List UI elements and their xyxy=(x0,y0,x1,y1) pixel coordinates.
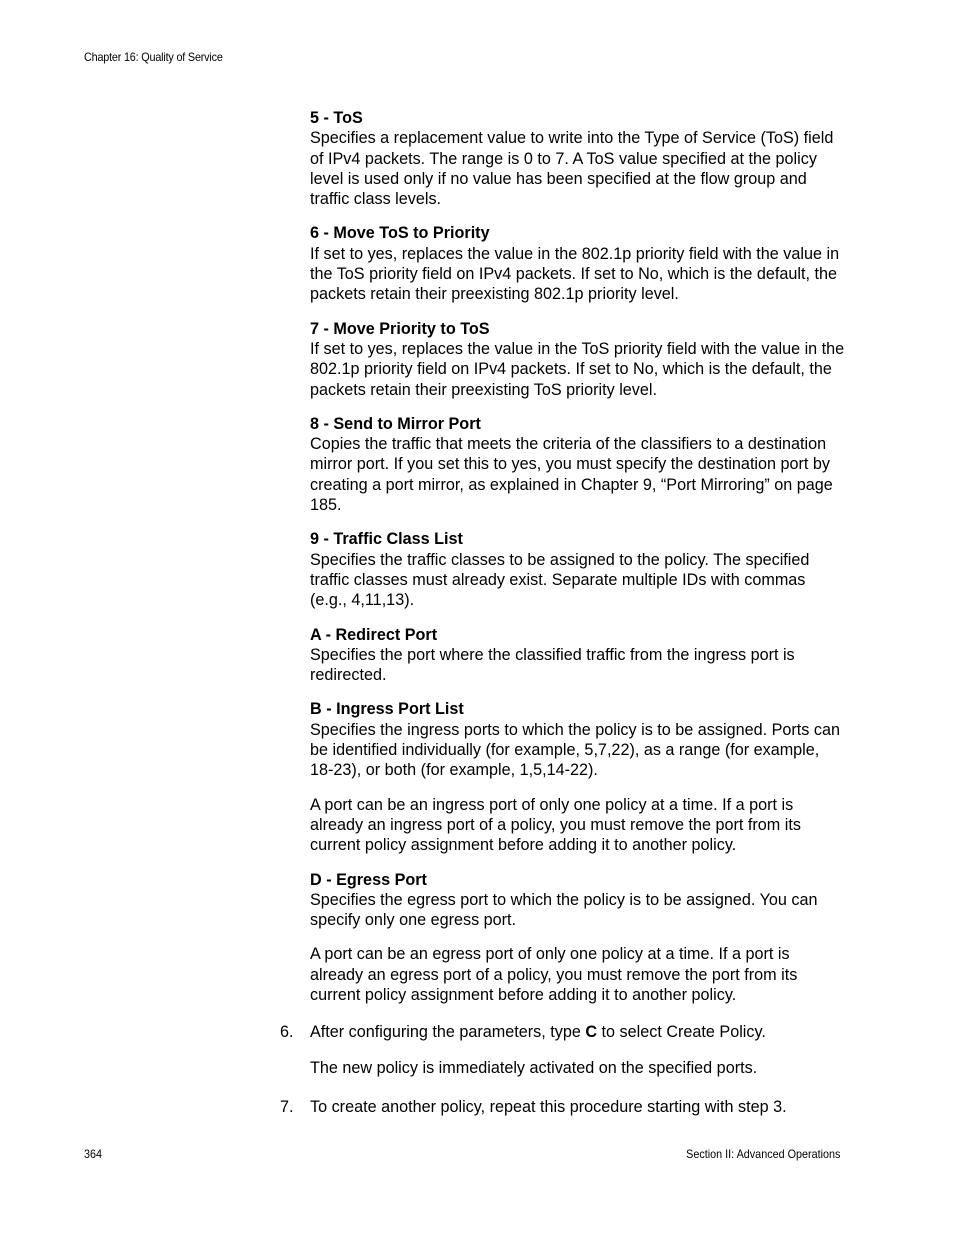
step-text: To create another policy, repeat this procedure starting with step 3. xyxy=(310,1097,787,1116)
param-title: A - Redirect Port xyxy=(310,625,438,644)
procedure-steps xyxy=(280,1022,850,1117)
step-number: 6. xyxy=(280,1023,294,1041)
param-title: 7 - Move Priority to ToS xyxy=(310,319,490,338)
step-key: C xyxy=(585,1023,598,1041)
param-description: Specifies the traffic classes to be assigned to the policy. The specified traffic classes must already exist. Separate multiple IDs with commas (e.g., 4,11,13). xyxy=(310,550,810,610)
step-note: The new policy is immediately activated on the specified ports. xyxy=(310,1059,758,1078)
param-title: 9 - Traffic Class List xyxy=(310,530,463,549)
param-description: Specifies the ingress ports to which the policy is to be assigned. Ports can be identified individually (for example, 5,7,22), as a range (for example, 18-23), or both (for example, 1,5,14-22). xyxy=(310,720,840,780)
step-number: 7. xyxy=(280,1097,294,1116)
param-title: 6 - Move ToS to Priority xyxy=(310,224,490,243)
section-footer: Section II: Advanced Operations xyxy=(685,1147,840,1161)
param-move-priority-to-tos xyxy=(310,319,845,400)
param-move-tos-to-priority xyxy=(310,223,845,304)
param-description: If set to yes, replaces the value in the ToS priority field with the value in the 802.1p priority field on IPv4 packets. If set to No, which is the default, the packets retain their preexisting ToS priority level. xyxy=(310,339,845,399)
param-description: Specifies a replacement value to write into the Type of Service (ToS) field of IPv4 packets. The range is 0 to 7. A ToS value specified at the policy level is used only if no value has been specified at the flow group and traffic class levels. xyxy=(310,129,834,209)
param-title: D - Egress Port xyxy=(310,870,427,889)
param-redirect-port xyxy=(310,625,845,686)
param-send-to-mirror-port xyxy=(310,414,845,515)
running-header: Chapter 16: Quality of Service xyxy=(84,50,223,64)
param-tos xyxy=(310,108,845,209)
param-note: A port can be an ingress port of only one policy at a time. If a port is already an ingress port of a policy, you must remove the port from its current policy assignment before adding it to another policy. xyxy=(310,795,801,855)
step-body xyxy=(310,1097,850,1117)
page-number: 364 xyxy=(84,1147,103,1161)
param-traffic-class-list xyxy=(310,529,845,610)
param-description: If set to yes, replaces the value in the 802.1p priority field with the value in the ToS priority field on IPv4 packets. If set to No, which is the default, the packets retain their preexisting 802.1p priority level. xyxy=(310,244,840,304)
step-text xyxy=(310,1022,850,1042)
param-description: Specifies the port where the classified traffic from the ingress port is redirected. xyxy=(310,645,795,685)
param-title: 5 - ToS xyxy=(310,109,363,127)
parameter-descriptions xyxy=(310,108,845,1019)
step-body xyxy=(310,1022,850,1079)
param-egress-port xyxy=(310,870,845,1006)
param-note: A port can be an egress port of only one policy at a time. If a port is already an egress port of a policy, you must remove the port from its current policy assignment before adding it to another policy. xyxy=(310,945,798,1004)
step-7 xyxy=(280,1097,850,1117)
param-ingress-port-list xyxy=(310,699,845,855)
param-description: Specifies the egress port to which the policy is to be assigned. You can specify only one egress port. xyxy=(310,890,818,930)
param-description: Copies the traffic that meets the criteria of the classifiers to a destination mirror port. If you set this to yes, you must specify the destination port by creating a port mirror, as explained in Chapter 9, “Port Mirroring” on page 185. xyxy=(310,435,833,515)
step-6 xyxy=(280,1022,850,1079)
param-title: 8 - Send to Mirror Port xyxy=(310,414,481,433)
step-text-before: After configuring the parameters, type xyxy=(310,1023,586,1041)
step-text-after: to select Create Policy. xyxy=(597,1023,766,1041)
param-title: B - Ingress Port List xyxy=(310,700,464,719)
